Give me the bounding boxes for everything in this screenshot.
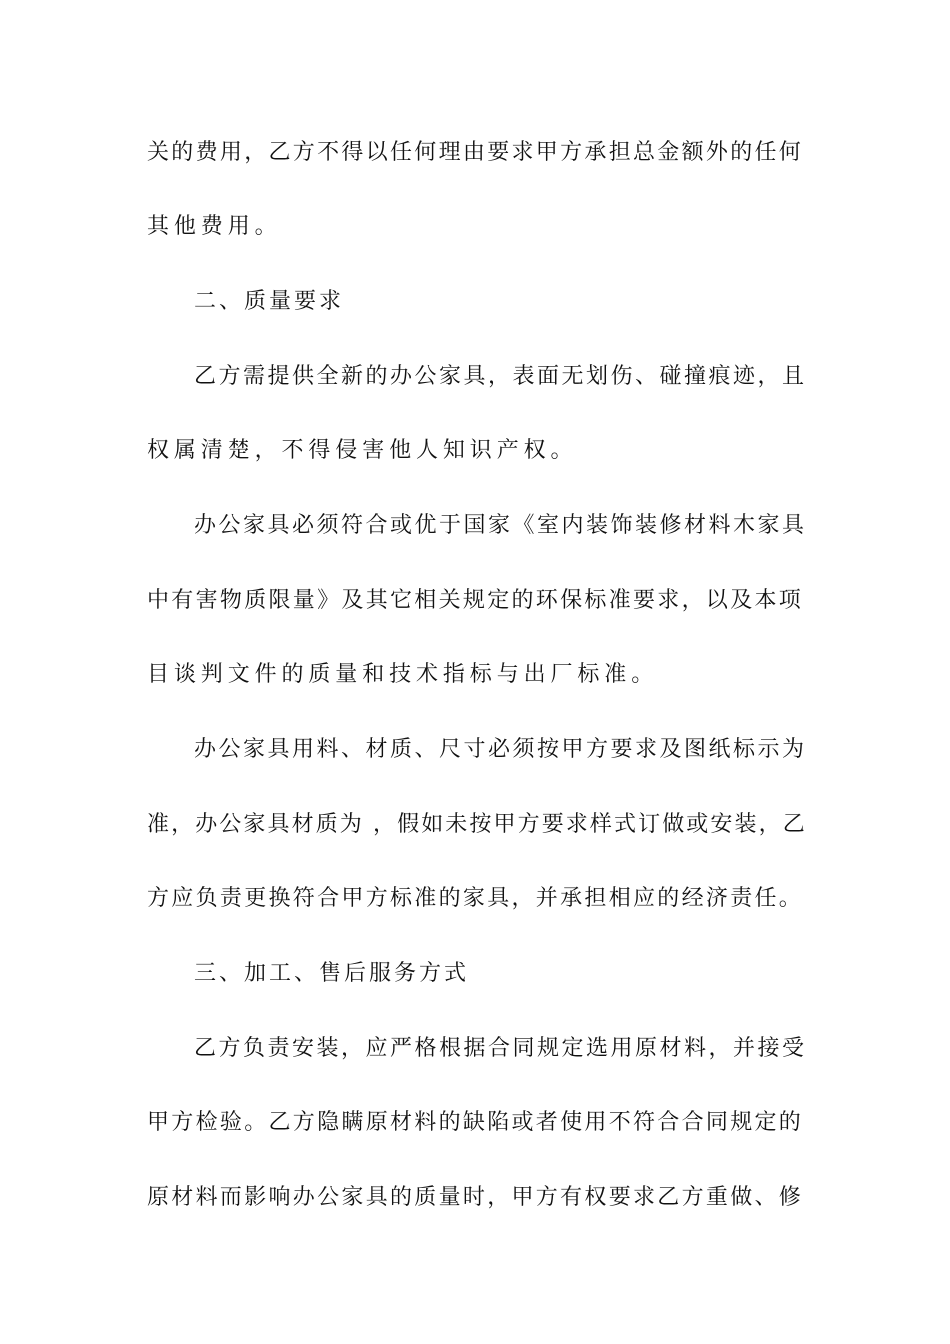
paragraph-line: 办公家具必须符合或优于国家《室内装饰装修材料木家具 xyxy=(194,513,807,538)
paragraph-line: 其他费用。 xyxy=(147,214,282,239)
paragraph-line: 中有害物质限量》及其它相关规定的环保标准要求，以及本项 xyxy=(147,588,804,613)
paragraph-line: 目谈判文件的质量和技术指标与出厂标准。 xyxy=(147,662,659,687)
paragraph-line: 原材料而影响办公家具的质量时，甲方有权要求乙方重做、修 xyxy=(147,1185,804,1210)
section-heading-service: 三、加工、售后服务方式 xyxy=(194,961,470,986)
paragraph-line: 乙方需提供全新的办公家具，表面无划伤、碰撞痕迹，且 xyxy=(194,364,807,389)
section-heading-quality: 二、质量要求 xyxy=(194,289,345,314)
paragraph-line: 办公家具用料、材质、尺寸必须按甲方要求及图纸标示为 xyxy=(194,737,807,762)
paragraph-line: 准，办公家具材质为 ，假如未按甲方要求样式订做或安装，乙 xyxy=(147,812,807,837)
paragraph-line: 关的费用，乙方不得以任何理由要求甲方承担总金额外的任何 xyxy=(147,140,804,165)
paragraph-line: 甲方检验。乙方隐瞒原材料的缺陷或者使用不符合合同规定的 xyxy=(147,1110,804,1135)
paragraph-line: 方应负责更换符合甲方标准的家具，并承担相应的经济责任。 xyxy=(147,886,804,911)
paragraph-line: 权属清楚，不得侵害他人知识产权。 xyxy=(147,438,578,463)
paragraph-line: 乙方负责安装，应严格根据合同规定选用原材料，并接受 xyxy=(194,1036,807,1061)
